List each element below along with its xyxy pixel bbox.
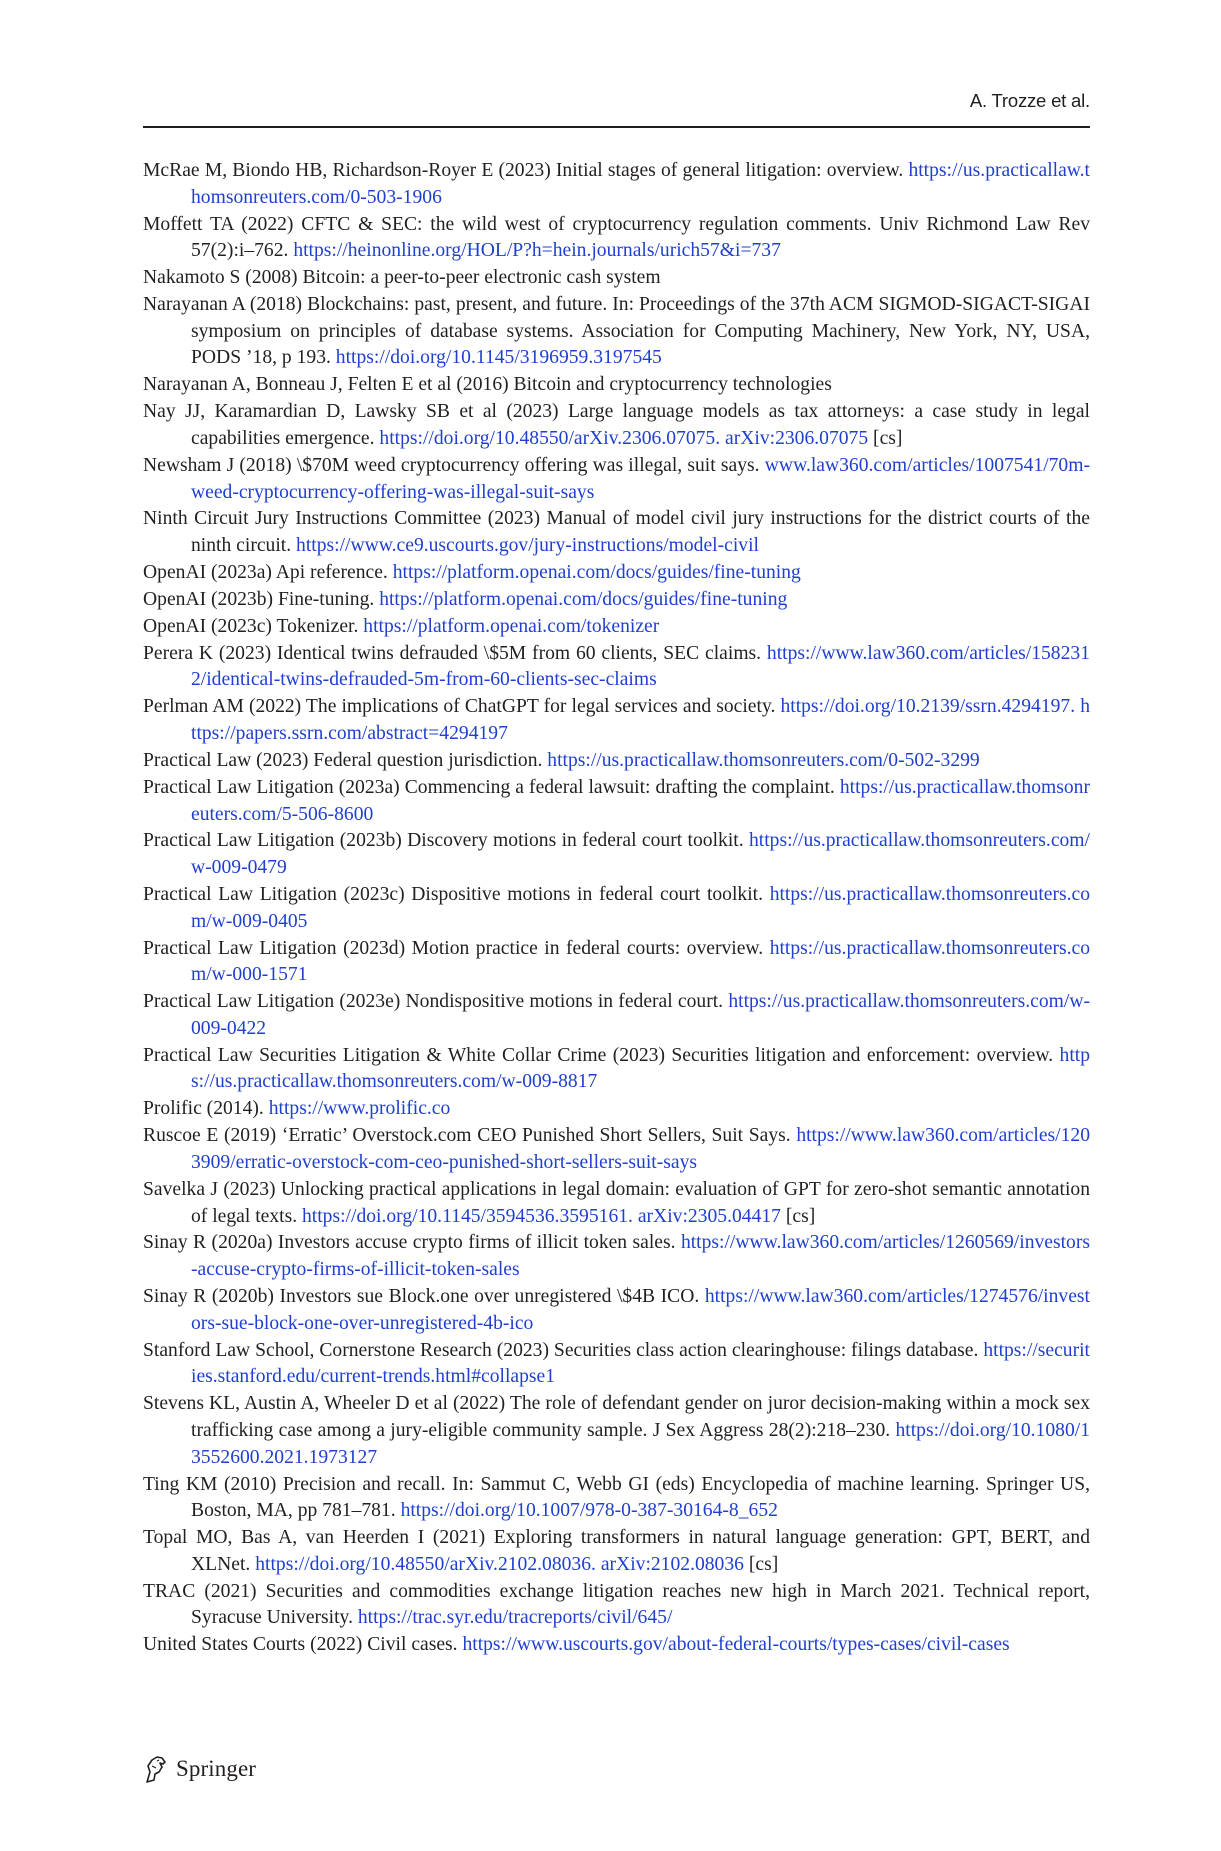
reference-entry	[143, 614, 1090, 641]
reference-link[interactable]: https://www.law360.com/articles/1582312/identical-twins-defrauded-5m-from-60-clients-sec-claims	[191, 642, 1090, 691]
reference-link[interactable]: https://doi.org/10.1145/3594536.3595161. arXiv:2305.04417	[302, 1205, 781, 1227]
reference-text: Sinay R (2020b) Investors sue Block.one over unregistered \$4B ICO.	[143, 1286, 705, 1308]
footer	[143, 1752, 256, 1786]
reference-entry	[143, 1177, 1090, 1230]
reference-text: Practical Law Litigation (2023d) Motion practice in federal courts: overview.	[143, 937, 770, 959]
reference-text: Moffett TA (2022) CFTC & SEC: the wild west of cryptocurrency regulation comments. Univ Richmond Law Rev 57(2):i–762.	[143, 213, 1090, 262]
reference-link[interactable]: https://doi.org/10.2139/ssrn.4294197. https://papers.ssrn.com/abstract=4294197	[191, 696, 1090, 745]
reference-text: Stevens KL, Austin A, Wheeler D et al (2022) The role of defendant gender on juror decision-making within a mock sex trafficking case among a jury-eligible community sample. J Sex Aggress 28(2):218–230.	[143, 1393, 1090, 1441]
reference-link[interactable]: https://www.ce9.uscourts.gov/jury-instructions/model-civil	[296, 535, 759, 557]
reference-link[interactable]: https://www.law360.com/articles/1260569/investors-accuse-crypto-firms-of-illicit-token-sales	[191, 1232, 1090, 1281]
reference-text: Ting KM (2010) Precision and recall. In: Sammut C, Webb GI (eds) Encyclopedia of machine learning. Springer US, Boston, MA, pp 781–781.	[143, 1473, 1090, 1522]
reference-link[interactable]: https://us.practicallaw.thomsonreuters.com/w-009-0422	[191, 991, 1090, 1039]
reference-link[interactable]: www.law360.com/articles/1007541/70m-weed-cryptocurrency-offering-was-illegal-suit-says	[191, 454, 1090, 503]
reference-link[interactable]: https://doi.org/10.48550/arXiv.2102.08036. arXiv:2102.08036	[255, 1553, 744, 1575]
reference-link[interactable]: https://us.practicallaw.thomsonreuters.com/w-009-0479	[191, 830, 1090, 879]
reference-text: Practical Law Litigation (2023c) Dispositive motions in federal court toolkit.	[143, 883, 770, 905]
reference-text: Nay JJ, Karamardian D, Lawsky SB et al (2023) Large language models as tax attorneys: a case study in legal capabilities emergence.	[143, 401, 1090, 449]
reference-text: Perera K (2023) Identical twins defrauded \$5M from 60 clients, SEC claims.	[143, 642, 767, 664]
reference-link[interactable]: https://platform.openai.com/docs/guides/fine-tuning	[392, 562, 801, 584]
reference-entry	[143, 641, 1090, 694]
reference-entry	[143, 1284, 1090, 1337]
running-head-author: A. Trozze et al.	[969, 90, 1090, 111]
reference-entry	[143, 1391, 1090, 1471]
reference-entry	[143, 158, 1090, 211]
reference-text: Narayanan A, Bonneau J, Felten E et al (2016) Bitcoin and cryptocurrency technologies	[143, 374, 832, 396]
reference-text: Stanford Law School, Cornerstone Research (2023) Securities class action clearinghouse: filings database.	[143, 1339, 984, 1361]
reference-text: Topal MO, Bas A, van Heerden I (2021) Exploring transformers in natural language generation: GPT, BERT, and XLNet.	[143, 1527, 1090, 1575]
reference-entry	[143, 828, 1090, 881]
reference-text: Perlman AM (2022) The implications of ChatGPT for legal services and society.	[143, 696, 781, 718]
reference-tail: [cs]	[743, 1553, 779, 1575]
reference-entry	[143, 1096, 1090, 1123]
reference-link[interactable]: https://www.prolific.co	[268, 1098, 451, 1120]
reference-entry	[143, 989, 1090, 1042]
reference-tail: [cs]	[780, 1205, 816, 1227]
reference-link[interactable]: https://securities.stanford.edu/current-trends.html#collapse1	[191, 1339, 1090, 1388]
reference-link[interactable]: https://platform.openai.com/docs/guides/fine-tuning	[379, 588, 788, 610]
reference-entry	[143, 560, 1090, 587]
reference-link[interactable]: https://heinonline.org/HOL/P?h=hein.journals/urich57&i=737	[293, 240, 781, 262]
reference-link[interactable]: https://doi.org/10.48550/arXiv.2306.07075. arXiv:2306.07075	[379, 427, 869, 449]
reference-text: Practical Law Litigation (2023b) Discovery motions in federal court toolkit.	[143, 830, 749, 852]
reference-link[interactable]: https://platform.openai.com/tokenizer	[363, 615, 660, 637]
reference-entry	[143, 882, 1090, 935]
reference-link[interactable]: https://us.practicallaw.thomsonreuters.com/0-503-1906	[191, 160, 1090, 208]
reference-entry	[143, 1043, 1090, 1096]
reference-text: Narayanan A (2018) Blockchains: past, present, and future. In: Proceedings of the 37th ACM SIGMOD-SIGACT-SIGAI symposium on principles of database systems. Association for Computing Machinery, New York, NY, USA, PODS ’18, p 193.	[143, 294, 1090, 369]
reference-text: Practical Law Litigation (2023a) Commencing a federal lawsuit: drafting the complaint.	[143, 776, 840, 798]
reference-text: Practical Law Securities Litigation & White Collar Crime (2023) Securities litigation and enforcement: overview.	[143, 1044, 1060, 1066]
springer-horse-icon	[143, 1754, 170, 1784]
reference-text: TRAC (2021) Securities and commodities exchange litigation reaches new high in March 2021. Technical report, Syracuse University.	[143, 1580, 1090, 1629]
reference-list	[143, 158, 1090, 1659]
reference-entry	[143, 372, 1090, 399]
reference-text: OpenAI (2023c) Tokenizer.	[143, 615, 364, 637]
reference-text: Practical Law Litigation (2023e) Nondispositive motions in federal court.	[143, 991, 729, 1013]
reference-entry	[143, 212, 1090, 265]
reference-entry	[143, 453, 1090, 506]
reference-entry	[143, 1632, 1090, 1659]
reference-entry	[143, 748, 1090, 775]
reference-entry	[143, 1579, 1090, 1632]
reference-text: McRae M, Biondo HB, Richardson-Royer E (2023) Initial stages of general litigation: overview.	[143, 160, 909, 181]
reference-tail: [cs]	[868, 427, 903, 449]
reference-text: OpenAI (2023b) Fine-tuning.	[143, 588, 380, 610]
reference-text: Newsham J (2018) \$70M weed cryptocurrency offering was illegal, suit says.	[143, 454, 765, 476]
reference-link[interactable]: https://us.practicallaw.thomsonreuters.com/w-009-8817	[191, 1044, 1090, 1093]
reference-text: OpenAI (2023a) Api reference.	[143, 562, 393, 584]
publisher-name: Springer	[176, 1756, 257, 1781]
reference-entry	[143, 1472, 1090, 1525]
reference-entry	[143, 506, 1090, 559]
reference-link[interactable]: https://doi.org/10.1007/978-0-387-30164-8_652	[400, 1500, 778, 1522]
reference-link[interactable]: https://www.uscourts.gov/about-federal-courts/types-cases/civil-cases	[462, 1634, 1010, 1656]
reference-entry	[143, 399, 1090, 452]
reference-text: Ninth Circuit Jury Instructions Committee (2023) Manual of model civil jury instructions for the district courts of the ninth circuit.	[143, 508, 1090, 557]
reference-entry	[143, 292, 1090, 372]
reference-entry	[143, 936, 1090, 989]
reference-link[interactable]: https://www.law360.com/articles/1203909/erratic-overstock-com-ceo-punished-short-sellers-suit-says	[191, 1125, 1090, 1173]
reference-link[interactable]: https://www.law360.com/articles/1274576/investors-sue-block-one-over-unregistered-4b-ico	[191, 1286, 1090, 1334]
reference-link[interactable]: https://us.practicallaw.thomsonreuters.com/w-009-0405	[191, 883, 1090, 932]
reference-text: Savelka J (2023) Unlocking practical applications in legal domain: evaluation of GPT for zero-shot semantic annotation of legal texts.	[143, 1178, 1090, 1227]
reference-link[interactable]: https://us.practicallaw.thomsonreuters.com/0-502-3299	[547, 749, 980, 771]
reference-text: Ruscoe E (2019) ‘Erratic’ Overstock.com CEO Punished Short Sellers, Suit Says.	[143, 1125, 797, 1147]
reference-link[interactable]: https://doi.org/10.1080/13552600.2021.1973127	[191, 1419, 1090, 1468]
reference-entry	[143, 1525, 1090, 1578]
reference-link[interactable]: https://us.practicallaw.thomsonreuters.com/5-506-8600	[191, 776, 1090, 825]
reference-text: Nakamoto S (2008) Bitcoin: a peer-to-peer electronic cash system	[143, 267, 661, 289]
reference-link[interactable]: https://doi.org/10.1145/3196959.3197545	[335, 347, 662, 369]
running-header	[143, 88, 1090, 124]
reference-link[interactable]: https://us.practicallaw.thomsonreuters.com/w-000-1571	[191, 937, 1090, 986]
reference-entry	[143, 1123, 1090, 1176]
reference-entry	[143, 265, 1090, 292]
reference-link[interactable]: https://trac.syr.edu/tracreports/civil/645/	[357, 1607, 673, 1629]
reference-entry	[143, 694, 1090, 747]
header-rule	[143, 126, 1090, 128]
reference-entry	[143, 1338, 1090, 1391]
reference-entry	[143, 587, 1090, 614]
reference-entry	[143, 1230, 1090, 1283]
reference-text: Practical Law (2023) Federal question jurisdiction.	[143, 749, 548, 771]
reference-text: Sinay R (2020a) Investors accuse crypto firms of illicit token sales.	[143, 1232, 681, 1254]
reference-text: United States Courts (2022) Civil cases.	[143, 1634, 463, 1656]
reference-entry	[143, 775, 1090, 828]
reference-text: Prolific (2014).	[143, 1098, 269, 1120]
